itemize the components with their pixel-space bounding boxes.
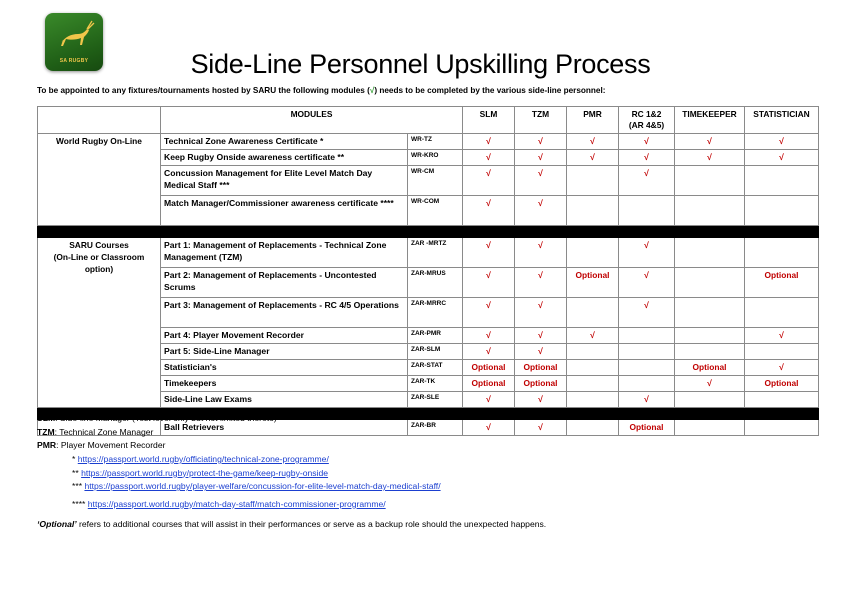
module-code: ZAR-STAT xyxy=(408,360,463,376)
empty-cell xyxy=(619,376,675,392)
empty-cell xyxy=(619,344,675,360)
module-name: Part 1: Management of Replacements - Technical Zone Management (TZM) xyxy=(161,238,408,268)
check-mark: √ xyxy=(567,328,619,344)
check-mark: √ xyxy=(745,360,819,376)
optional-cell: Optional xyxy=(463,360,515,376)
empty-cell xyxy=(675,328,745,344)
module-name: Timekeepers xyxy=(161,376,408,392)
empty-cell xyxy=(567,196,619,226)
reference-links xyxy=(72,453,441,511)
module-name: Part 2: Management of Replacements - Uncontested Scrums xyxy=(161,268,408,298)
module-code: ZAR -MRTZ xyxy=(408,238,463,268)
empty-cell xyxy=(619,196,675,226)
header-modules: MODULES xyxy=(161,107,463,134)
empty-cell xyxy=(567,392,619,408)
module-code: ZAR-MRRC xyxy=(408,298,463,328)
link-row: *** https://passport.world.rugby/player-welfare/concussion-for-elite-level-match-day-medical-staff/ xyxy=(72,481,441,492)
note-slm: SLM: Side-line Manager (Test level only but not limited thereto) xyxy=(37,413,277,423)
check-mark: √ xyxy=(619,150,675,166)
module-code: ZAR-PMR xyxy=(408,328,463,344)
check-mark: √ xyxy=(463,344,515,360)
empty-cell xyxy=(567,166,619,196)
optional-cell: Optional xyxy=(567,268,619,298)
check-mark: √ xyxy=(463,166,515,196)
header-blank xyxy=(38,107,161,134)
check-mark: √ xyxy=(515,392,567,408)
empty-cell xyxy=(745,238,819,268)
optional-cell: Optional xyxy=(515,376,567,392)
check-mark: √ xyxy=(515,238,567,268)
empty-cell xyxy=(675,420,745,436)
check-mark: √ xyxy=(745,328,819,344)
header-timekeeper: TIMEKEEPER xyxy=(675,107,745,134)
table-header-row xyxy=(38,107,819,134)
check-mark: √ xyxy=(619,268,675,298)
empty-cell xyxy=(619,360,675,376)
check-mark: √ xyxy=(515,298,567,328)
module-name: Side-Line Law Exams xyxy=(161,392,408,408)
optional-cell: Optional xyxy=(619,420,675,436)
empty-cell xyxy=(567,238,619,268)
check-mark: √ xyxy=(515,134,567,150)
page-title: Side-Line Personnel Upskilling Process xyxy=(190,49,651,79)
check-mark: √ xyxy=(463,392,515,408)
check-mark: √ xyxy=(463,420,515,436)
check-mark: √ xyxy=(515,268,567,298)
optional-cell: Optional xyxy=(675,360,745,376)
module-name: Part 4: Player Movement Recorder xyxy=(161,328,408,344)
table-row xyxy=(38,238,819,268)
empty-cell xyxy=(745,420,819,436)
link-row: ** https://passport.world.rugby/protect-the-game/keep-rugby-onside xyxy=(72,467,329,478)
module-code: WR-TZ xyxy=(408,134,463,150)
module-name: Keep Rugby Onside awareness certificate ** xyxy=(161,150,408,166)
springbok-icon xyxy=(51,19,97,53)
header-rc: RC 1&2 (AR 4&5) xyxy=(619,107,675,134)
check-mark: √ xyxy=(515,196,567,226)
table-row xyxy=(38,134,819,150)
module-code: WR-COM xyxy=(408,196,463,226)
optional-cell: Optional xyxy=(463,376,515,392)
check-mark: √ xyxy=(515,166,567,196)
check-mark: √ xyxy=(619,392,675,408)
check-mark: √ xyxy=(675,150,745,166)
empty-cell xyxy=(567,298,619,328)
header-pmr: PMR xyxy=(567,107,619,134)
empty-cell xyxy=(675,238,745,268)
check-mark: √ xyxy=(515,150,567,166)
section-separator xyxy=(38,226,819,238)
match-commissioner-link[interactable]: https://passport.world.rugby/match-day-staff/match-commissioner-programme/ xyxy=(87,498,386,509)
check-mark: √ xyxy=(619,134,675,150)
empty-cell xyxy=(567,360,619,376)
check-mark: √ xyxy=(675,376,745,392)
empty-cell xyxy=(567,376,619,392)
check-mark: √ xyxy=(515,328,567,344)
empty-cell xyxy=(675,298,745,328)
empty-cell xyxy=(745,344,819,360)
check-mark: √ xyxy=(463,328,515,344)
keep-rugby-onside-link[interactable]: https://passport.world.rugby/protect-the-game/keep-rugby-onside xyxy=(81,467,329,478)
module-code: ZAR-SLM xyxy=(408,344,463,360)
note-pmr: PMR: Player Movement Recorder xyxy=(37,440,166,451)
abbreviation-notes xyxy=(37,412,277,453)
check-mark: √ xyxy=(463,150,515,166)
module-name: Concussion Management for Elite Level Match Day Medical Staff *** xyxy=(161,166,408,196)
check-mark: √ xyxy=(745,150,819,166)
header-slm: SLM xyxy=(463,107,515,134)
empty-cell xyxy=(745,166,819,196)
optional-cell: Optional xyxy=(515,360,567,376)
optional-cell: Optional xyxy=(745,268,819,298)
module-code: WR-CM xyxy=(408,166,463,196)
check-mark: √ xyxy=(619,298,675,328)
module-code: ZAR-TK xyxy=(408,376,463,392)
module-name: Part 5: Side-Line Manager xyxy=(161,344,408,360)
header-tzm: TZM xyxy=(515,107,567,134)
check-mark: √ xyxy=(619,166,675,196)
empty-cell xyxy=(745,298,819,328)
empty-cell xyxy=(675,268,745,298)
check-mark: √ xyxy=(463,268,515,298)
empty-cell xyxy=(745,392,819,408)
optional-cell: Optional xyxy=(745,376,819,392)
empty-cell xyxy=(675,344,745,360)
check-mark: √ xyxy=(567,134,619,150)
empty-cell xyxy=(745,196,819,226)
separator-bar xyxy=(38,226,819,238)
header-statistician: STATISTICIAN xyxy=(745,107,819,134)
check-mark: √ xyxy=(567,150,619,166)
group-world-rugby: World Rugby On-Line xyxy=(38,134,161,226)
check-mark: √ xyxy=(463,298,515,328)
check-mark: √ xyxy=(745,134,819,150)
check-mark: √ xyxy=(675,134,745,150)
check-mark: √ xyxy=(515,420,567,436)
module-code: ZAR-MRUS xyxy=(408,268,463,298)
concussion-link[interactable]: https://passport.world.rugby/player-welfare/concussion-for-elite-level-match-day-medical-staff/ xyxy=(84,481,441,492)
link-row: **** https://passport.world.rugby/match-day-staff/match-commissioner-programme/ xyxy=(72,498,386,509)
empty-cell xyxy=(675,166,745,196)
check-mark: √ xyxy=(515,344,567,360)
technical-zone-link[interactable]: https://passport.world.rugby/officiating/technical-zone-programme/ xyxy=(77,454,329,464)
module-name: Part 3: Management of Replacements - RC 4/5 Operations xyxy=(161,298,408,328)
modules-table xyxy=(37,106,819,436)
link-row: * https://passport.world.rugby/officiating/technical-zone-programme/ xyxy=(72,454,329,464)
empty-cell xyxy=(619,328,675,344)
green-tick-icon: √ xyxy=(369,86,375,95)
module-code: ZAR-BR xyxy=(408,420,463,436)
empty-cell xyxy=(567,420,619,436)
empty-cell xyxy=(675,196,745,226)
check-mark: √ xyxy=(463,196,515,226)
module-name: Technical Zone Awareness Certificate * xyxy=(161,134,408,150)
module-code: ZAR-SLE xyxy=(408,392,463,408)
subtitle: To be appointed to any fixtures/tournaments hosted by SARU the following modules (√) needs to be completed by the various side-line personnel: xyxy=(37,86,606,95)
module-name: Statistician's xyxy=(161,360,408,376)
module-name: Ball Retrievers xyxy=(161,420,408,436)
check-mark: √ xyxy=(619,238,675,268)
check-mark: √ xyxy=(463,238,515,268)
empty-cell xyxy=(567,344,619,360)
module-code: WR-KRO xyxy=(408,150,463,166)
module-name: Match Manager/Commissioner awareness certificate **** xyxy=(161,196,408,226)
empty-cell xyxy=(675,392,745,408)
note-tzm: TZM: Technical Zone Manager xyxy=(37,426,154,437)
logo-text: SA RUGBY xyxy=(59,58,89,64)
optional-footnote: ‘Optional’ refers to additional courses that will assist in their performances or serve as a backup role should the unexpected happens. xyxy=(37,519,547,529)
group-saru: SARU Courses (On-Line or Classroom option) xyxy=(38,238,161,408)
check-mark: √ xyxy=(463,134,515,150)
